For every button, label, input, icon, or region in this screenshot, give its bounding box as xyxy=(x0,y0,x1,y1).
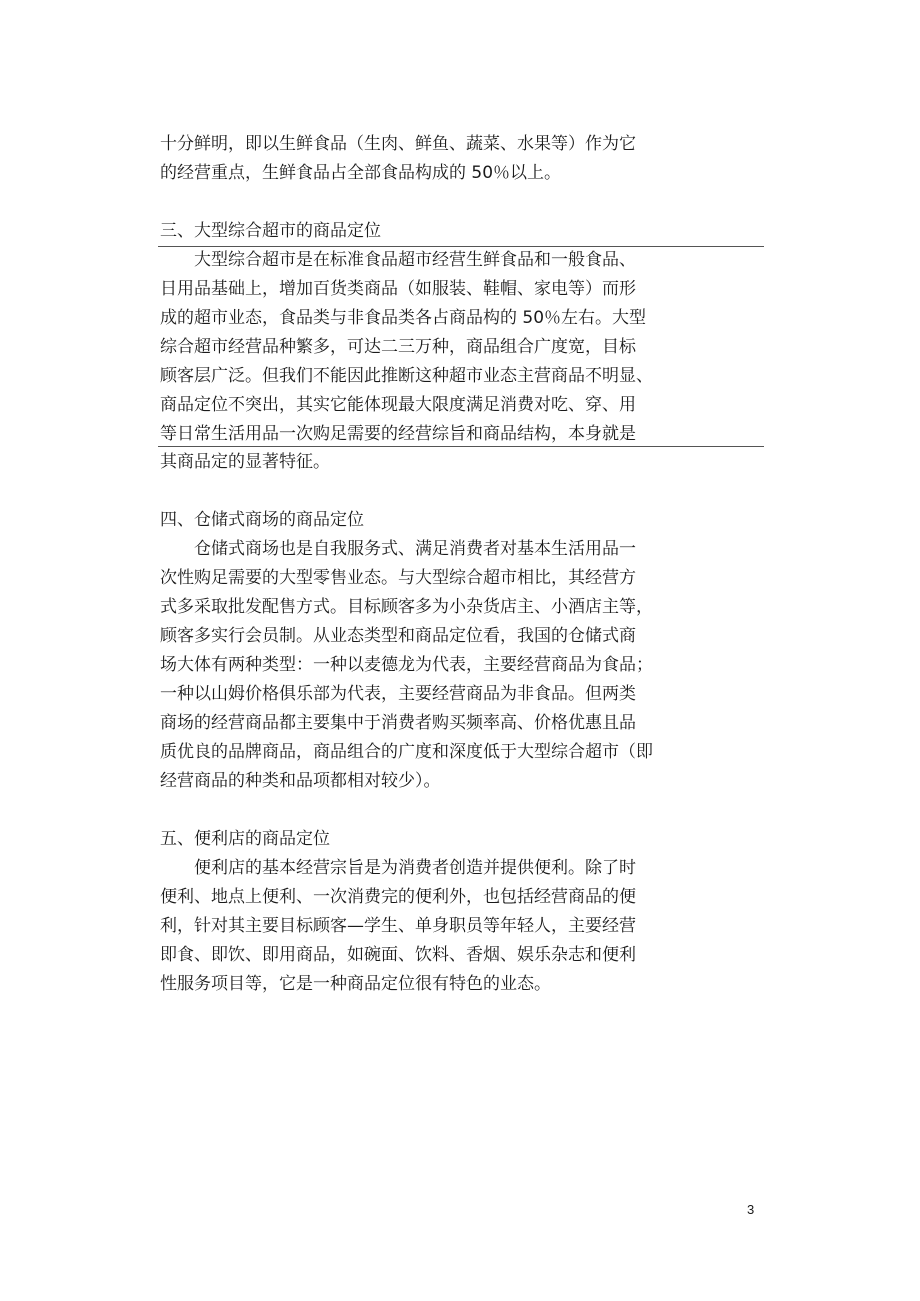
section-3-line-6: 商品定位不突出，其实它能体现最大限度满足消费对吃、穿、用 xyxy=(160,395,636,415)
section-4-line-9: 经营商品的种类和品项都相对较少）。 xyxy=(160,771,441,791)
section-3-line-8: 其商品定的显著特征。 xyxy=(160,452,330,472)
section-4-line-2: 次性购足需要的大型零售业态。与大型综合超市相比，其经营方 xyxy=(160,568,636,588)
section-4-line-4: 顾客多实行会员制。从业态类型和商品定位看，我国的仓储式商 xyxy=(160,626,636,646)
section-4-line-6: 一种以山姆价格俱乐部为代表，主要经营商品为非食品。但两类 xyxy=(160,684,636,704)
section-3-line-4: 综合超市经营品种繁多，可达二三万种，商品组合广度宽，目标 xyxy=(160,337,636,357)
section-3-line-3: 成的超市业态，食品类与非食品类各占商品构的 50％左右。大型 xyxy=(160,308,647,328)
section-3-line-7: 等日常生活用品一次购足需要的经营综旨和商品结构，本身就是 xyxy=(160,424,636,444)
section-4-line-8: 质优良的品牌商品，商品组合的广度和深度低于大型综合超市（即 xyxy=(160,742,653,762)
section-5-line-2: 便利、地点上便利、一次消费完的便利外，也包括经营商品的便 xyxy=(160,887,636,907)
section-5-line-3: 利，针对其主要目标顾客—学生、单身职员等年轻人，主要经营 xyxy=(160,916,636,936)
section-5-line-5: 性服务项目等，它是一种商品定位很有特色的业态。 xyxy=(160,974,551,994)
section-3-line-2: 日用品基础上，增加百货类商品（如服装、鞋帽、家电等）而形 xyxy=(160,279,636,299)
section-divider-bottom xyxy=(158,446,764,447)
section-4-line-3: 式多采取批发配售方式。目标顾客多为小杂货店主、小酒店主等， xyxy=(160,597,653,617)
section-4-line-7: 商场的经营商品都主要集中于消费者购买频率高、价格优惠且品 xyxy=(160,713,636,733)
intro-line-2: 的经营重点，生鲜食品占全部食品构成的 50％以上。 xyxy=(160,163,562,183)
section-3-line-5: 顾客层广泛。但我们不能因此推断这种超市业态主营商品不明显、 xyxy=(160,366,653,386)
intro-line-1: 十分鲜明，即以生鲜食品（生肉、鲜鱼、蔬菜、水果等）作为它 xyxy=(160,134,636,154)
section-3-line-1: 大型综合超市是在标准食品超市经营生鲜食品和一般食品、 xyxy=(194,250,636,270)
section-divider-top xyxy=(158,246,764,247)
section-3-heading: 三、大型综合超市的商品定位 xyxy=(160,221,381,241)
section-4-line-5: 场大体有两种类型：一种以麦德龙为代表，主要经营商品为食品； xyxy=(160,655,653,675)
section-4-heading: 四、仓储式商场的商品定位 xyxy=(160,510,364,530)
section-5-line-1: 便利店的基本经营宗旨是为消费者创造并提供便利。除了时 xyxy=(194,858,636,878)
section-4-line-1: 仓储式商场也是自我服务式、满足消费者对基本生活用品一 xyxy=(194,539,636,559)
section-5-line-4: 即食、即饮、即用商品，如碗面、饮料、香烟、娱乐杂志和便利 xyxy=(160,945,636,965)
section-5-heading: 五、便利店的商品定位 xyxy=(160,829,330,849)
page-number: 3 xyxy=(747,1202,755,1217)
